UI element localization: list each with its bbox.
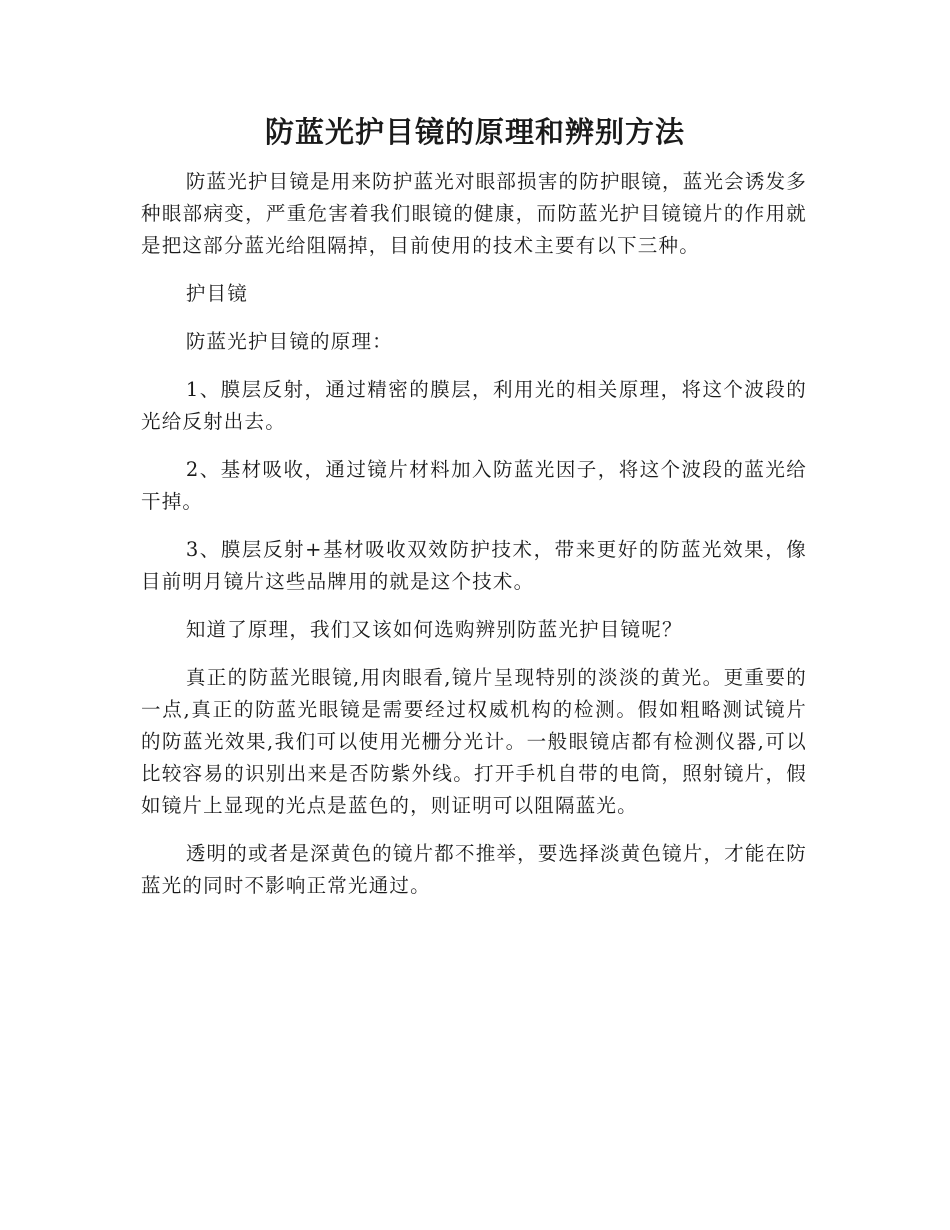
principle-item-2: 2、基材吸收，通过镜片材料加入防蓝光因子，将这个波段的蓝光给干掉。 [141, 458, 807, 513]
document-body [141, 166, 807, 918]
page-title: 防蓝光护目镜的原理和辨别方法 [264, 115, 685, 149]
principle-item-1: 1、膜层反射，通过精密的膜层，利用光的相关原理，将这个波段的光给反射出去。 [141, 378, 807, 433]
recommendation-paragraph: 透明的或者是深黄色的镜片都不推举，要选择淡黄色镜片，才能在防蓝光的同时不影响正常光通过。 [141, 842, 807, 897]
intro-paragraph: 防蓝光护目镜是用来防护蓝光对眼部损害的防护眼镜，蓝光会诱发多种眼部病变，严重危害着我们眼镜的健康，而防蓝光护目镜镜片的作用就是把这部分蓝光给阻隔掉，目前使用的技术主要有以下三种。 [141, 170, 807, 257]
identification-paragraph: 真正的防蓝光眼镜,用肉眼看,镜片呈现特别的淡淡的黄光。更重要的一点,真正的防蓝光眼镜是需要经过权威机构的检测。假如粗略测试镜片的防蓝光效果,我们可以使用光栅分光计。一般眼镜店都有检测仪器,可以比较容易的识别出来是否防紫外线。打开手机自带的电筒，照射镜片，假如镜片上显现的光点是蓝色的，则证明可以阻隔蓝光。 [141, 666, 807, 817]
question-paragraph: 知道了原理，我们又该如何选购辨别防蓝光护目镜呢？ [185, 618, 683, 641]
principle-heading: 防蓝光护目镜的原理： [185, 330, 393, 353]
section-label: 护目镜 [185, 282, 248, 305]
principle-item-3: 3、膜层反射+基材吸收双效防护技术，带来更好的防蓝光效果，像目前明月镜片这些品牌用的就是这个技术。 [141, 538, 807, 593]
